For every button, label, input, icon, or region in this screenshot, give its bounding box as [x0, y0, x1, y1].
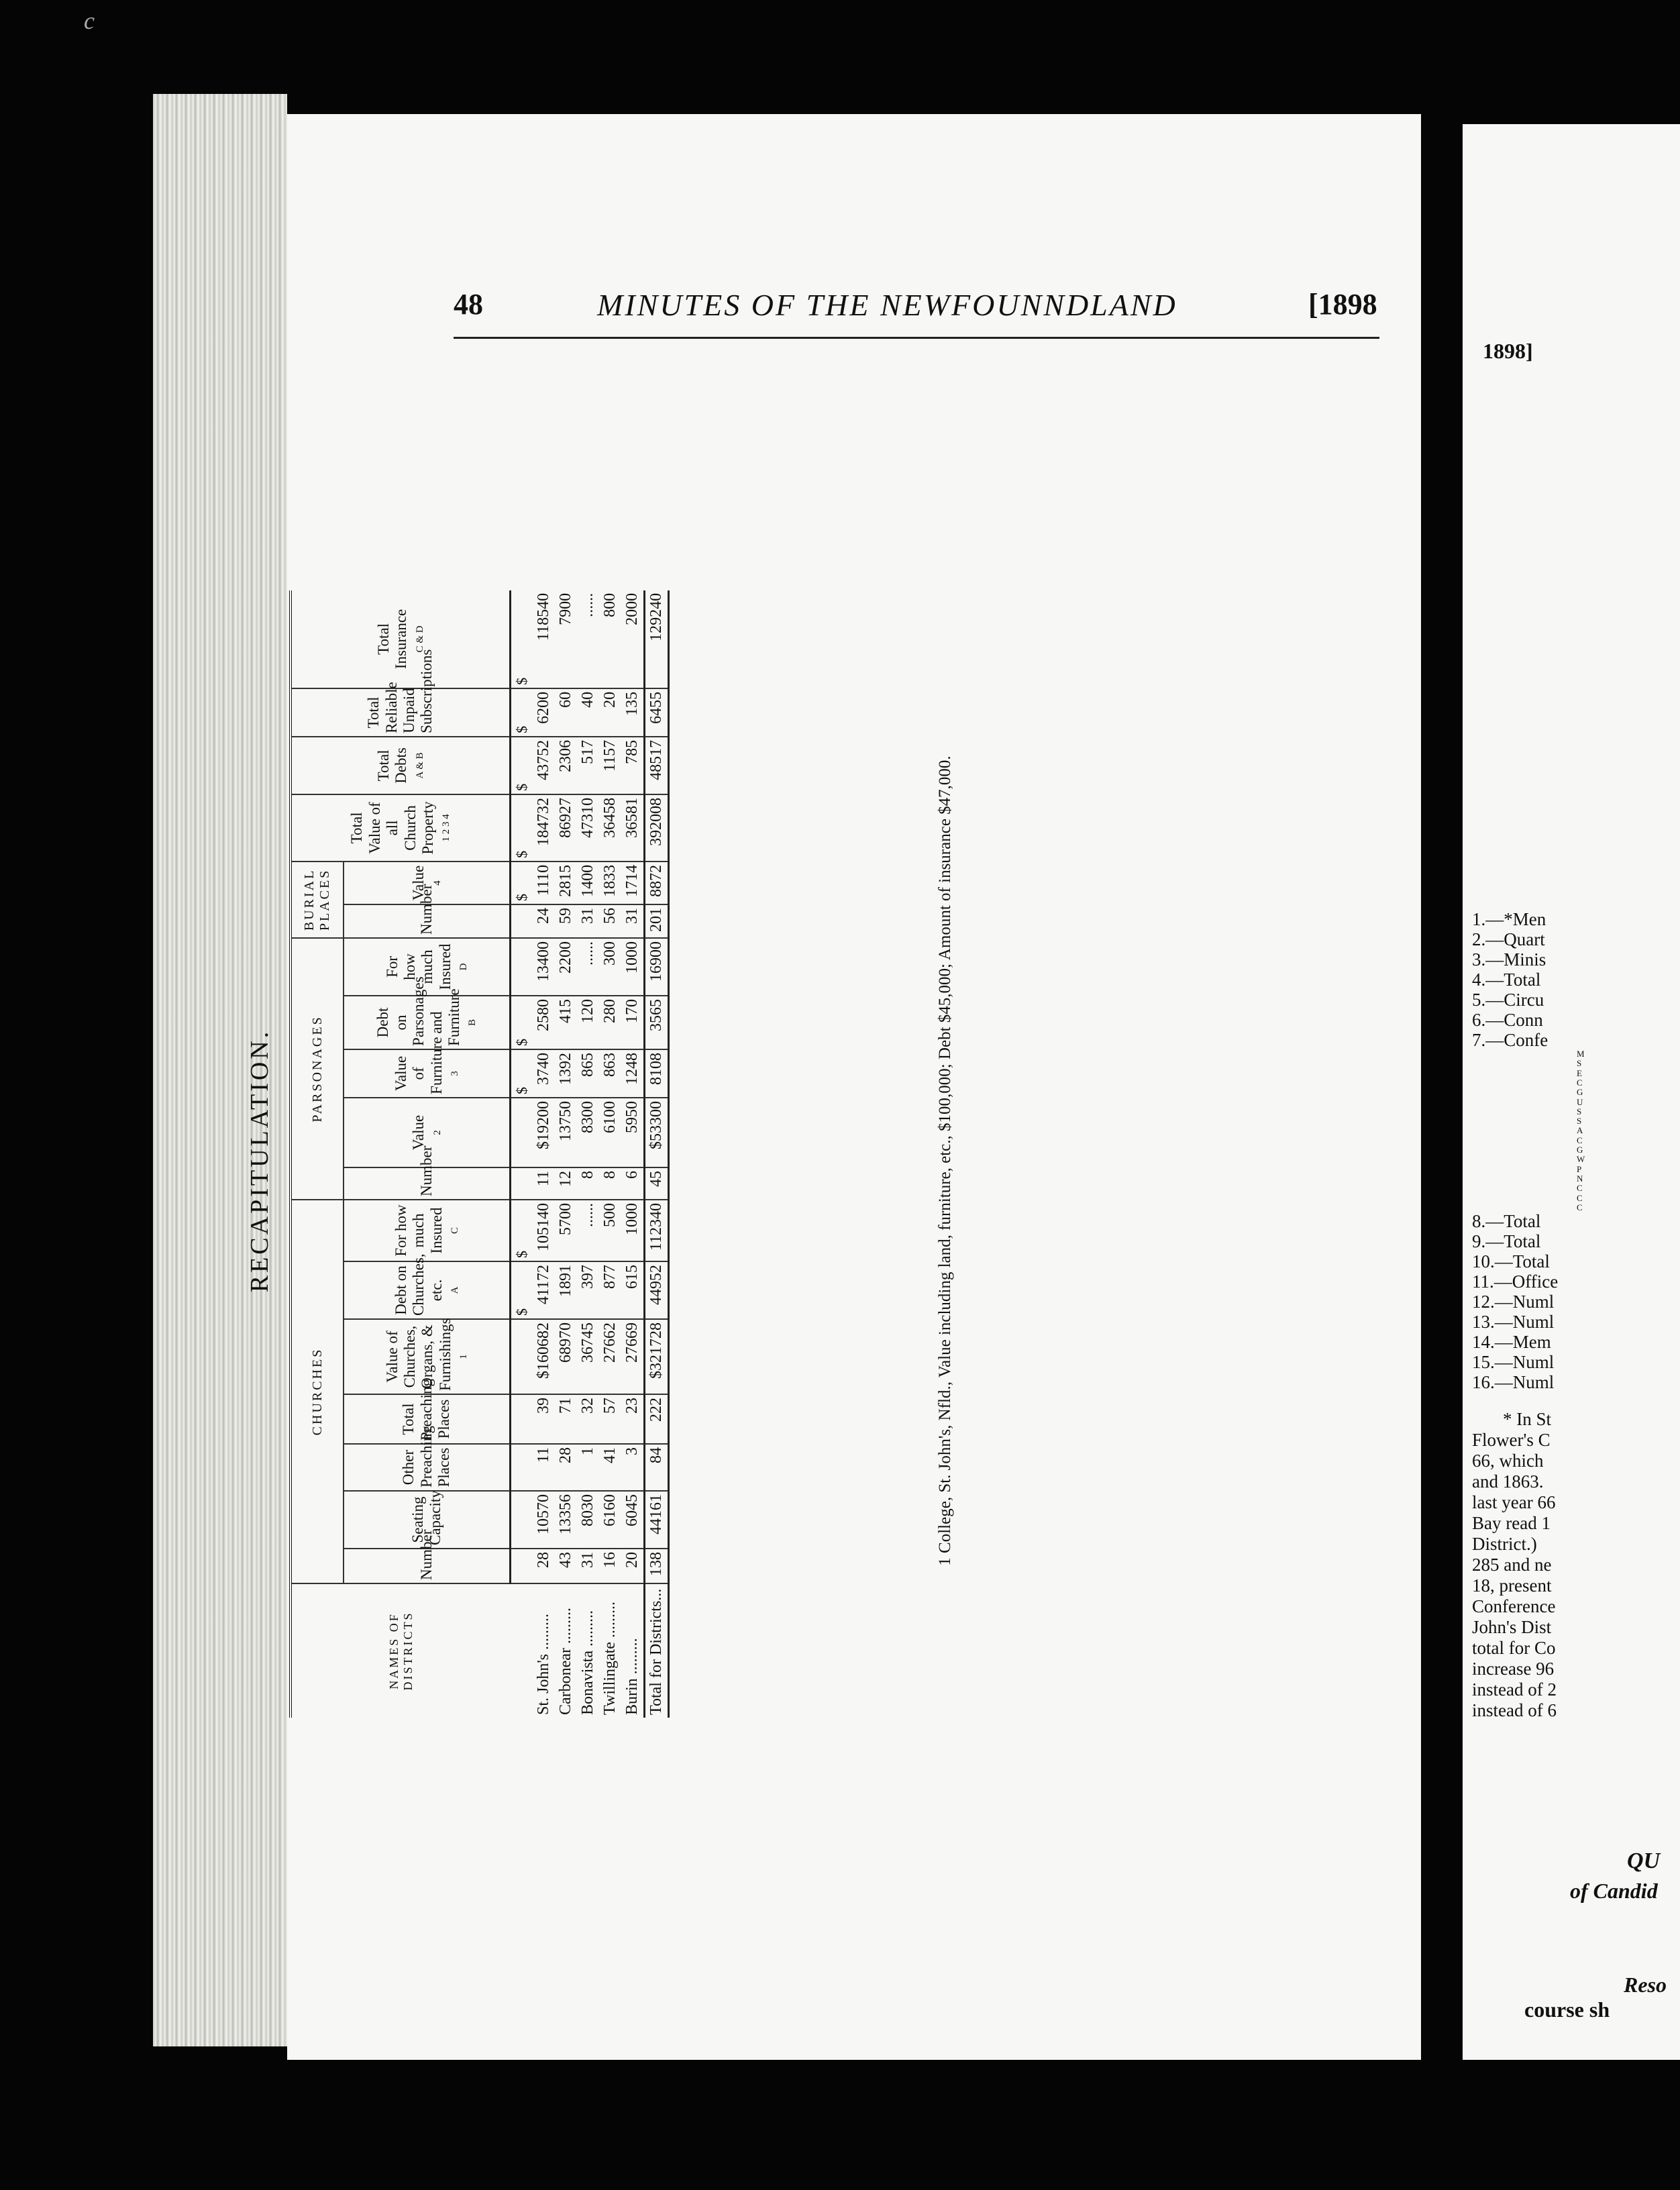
table-cell: 865 — [577, 1049, 599, 1098]
table-cell: 2200 — [555, 938, 577, 996]
insured-churches-header — [344, 1200, 511, 1261]
table-cell: 28 — [533, 1549, 555, 1583]
seating-capacity-header: Seating Capacity — [344, 1491, 511, 1549]
year-bracket: [1898 — [1308, 288, 1377, 321]
table-cell: 56 — [599, 904, 621, 938]
table-cell: 20 — [599, 688, 621, 737]
table-cell: 2580 — [533, 996, 555, 1049]
table-cell: 6045 — [621, 1491, 645, 1549]
table-cell: 23 — [621, 1394, 645, 1444]
table-cell: 7900 — [555, 590, 577, 688]
right-page-course: course sh — [1524, 1997, 1610, 2022]
table-cell: 43 — [555, 1549, 577, 1583]
district-name-cell: Twillingate ......... — [601, 1602, 619, 1715]
names-of-districts-header — [291, 1583, 511, 1718]
right-page-sub-item: A — [1577, 1125, 1583, 1136]
right-page-sub-item: C — [1577, 1183, 1583, 1194]
right-page-list-item: 6.—Conn — [1472, 1010, 1543, 1030]
table-cell: 24 — [533, 904, 555, 938]
debt-churches-label: Debt on Churches, etc. — [392, 1253, 445, 1316]
burial-value-header — [344, 862, 511, 904]
total-cell: 222 — [645, 1394, 669, 1444]
total-cell: 8108 — [645, 1049, 669, 1098]
table-row — [577, 590, 599, 1718]
church-number-header: Number — [344, 1549, 511, 1583]
table-cell: 13400 — [533, 938, 555, 996]
total-cell: 44952 — [645, 1261, 669, 1319]
table-cell: ...... — [577, 1200, 599, 1261]
total-cell: 84 — [645, 1444, 669, 1491]
right-page-list-item: 3.—Minis — [1472, 949, 1546, 970]
table-cell: 6200 — [533, 688, 555, 737]
right-page-paragraph-line: 66, which — [1472, 1451, 1544, 1471]
right-page-paragraph-line: Flower's C — [1472, 1430, 1551, 1450]
table-cell: 60 — [555, 688, 577, 737]
right-page-sub-item: C — [1577, 1192, 1583, 1203]
total-insurance-letter: C & D — [414, 625, 425, 653]
table-cell: 16 — [599, 1549, 621, 1583]
furniture-value-letter: 3 — [450, 1071, 461, 1076]
right-page-paragraph-line: John's Dist — [1472, 1617, 1552, 1637]
table-row — [599, 590, 621, 1718]
right-page-list-item: 13.—Numl — [1472, 1312, 1555, 1332]
burial-places-group-header: BURIAL PLACES — [291, 862, 344, 938]
right-page-paragraph-line: 285 and ne — [1472, 1555, 1552, 1575]
table-cell: 40 — [577, 688, 599, 737]
table-cell: 800 — [599, 590, 621, 688]
right-page-sub-item: E — [1577, 1067, 1582, 1078]
right-page-fragment — [1463, 124, 1680, 2060]
dollar-sign: $ — [511, 862, 533, 904]
right-page-paragraph-line: instead of 2 — [1472, 1679, 1557, 1700]
total-cell: 129240 — [645, 590, 669, 688]
right-page-sub-item: C — [1577, 1202, 1583, 1212]
right-page-list-item: 5.—Circu — [1472, 990, 1544, 1010]
total-cell: 48517 — [645, 737, 669, 794]
right-page-sub-item: G — [1577, 1145, 1583, 1155]
right-page-sub-item: S — [1577, 1116, 1582, 1127]
total-cell: 8872 — [645, 862, 669, 904]
total-row — [645, 590, 669, 1718]
table-cell: 8 — [577, 1167, 599, 1200]
churches-group-header: CHURCHES — [291, 1200, 344, 1583]
table-cell: 31 — [577, 1549, 599, 1583]
total-debts-letter: A & B — [414, 752, 425, 779]
table-cell: 170 — [621, 996, 645, 1049]
right-page-sub-item: N — [1577, 1173, 1583, 1184]
right-page-list-item: 15.—Numl — [1472, 1352, 1555, 1372]
table-cell: 13356 — [555, 1491, 577, 1549]
total-cell: 45 — [645, 1167, 669, 1200]
debt-churches-letter: A — [450, 1286, 461, 1294]
right-page-paragraph-line: * In St — [1503, 1409, 1552, 1429]
right-page-paragraph-line: total for Co — [1472, 1638, 1556, 1658]
total-debts-label: Total Debts — [374, 747, 410, 784]
debt-parsonages-label: Debt on Parsonages and Furniture — [374, 976, 463, 1046]
insured-churches-label: For how much Insured — [392, 1204, 445, 1257]
table-cell: 39 — [533, 1394, 555, 1444]
dollar-sign: $ — [511, 1261, 533, 1319]
right-page-list-item: 16.—Numl — [1472, 1372, 1555, 1392]
right-page-list-item: 8.—Total — [1472, 1211, 1541, 1231]
burial-number-header: Number — [344, 904, 511, 938]
table-cell: 397 — [577, 1261, 599, 1319]
right-page-paragraph-line: increase 96 — [1472, 1659, 1555, 1679]
table-cell: $160682 — [533, 1319, 555, 1394]
total-value-header — [291, 794, 511, 862]
table-cell: ...... — [577, 590, 599, 688]
table-cell: 8300 — [577, 1098, 599, 1167]
district-rows — [533, 590, 645, 1718]
header-rule — [454, 337, 1379, 339]
total-value-letter: 1 2 3 4 — [441, 814, 452, 842]
right-page-paragraph-line: Bay read 1 — [1472, 1513, 1551, 1533]
right-page-paragraph-line: Conference — [1472, 1596, 1556, 1616]
table-cell: 27662 — [599, 1319, 621, 1394]
table-cell: 31 — [621, 904, 645, 938]
table-cell: 1400 — [577, 862, 599, 904]
table-cell: 6 — [621, 1167, 645, 1200]
table-cell: 1714 — [621, 862, 645, 904]
total-cell: 112340 — [645, 1200, 669, 1261]
names-of-label: NAMES OF — [387, 1612, 401, 1689]
table-cell: 1392 — [555, 1049, 577, 1098]
total-cell: $321728 — [645, 1319, 669, 1394]
table-cell: 517 — [577, 737, 599, 794]
right-page-sub-item: S — [1577, 1058, 1582, 1069]
table-cell: 1 — [577, 1444, 599, 1491]
value-churches-header — [344, 1319, 511, 1394]
district-name-cell: Burin ......... — [623, 1638, 641, 1715]
districts-label: DISTRICTS — [401, 1611, 415, 1691]
right-page-paragraph-line: last year 66 — [1472, 1492, 1556, 1512]
dollar-sign: $ — [511, 996, 533, 1049]
table-cell: 280 — [599, 996, 621, 1049]
right-page-sub-item: G — [1577, 1087, 1583, 1098]
debt-parsonages-letter: B — [467, 1019, 478, 1026]
right-page-resolved: Reso — [1624, 1973, 1667, 1997]
table-cell: 36458 — [599, 794, 621, 862]
table-cell: 5950 — [621, 1098, 645, 1167]
right-page-list-item: 12.—Numl — [1472, 1292, 1555, 1312]
table-cell: 1248 — [621, 1049, 645, 1098]
right-page-paragraph-line: 18, present — [1472, 1575, 1552, 1596]
right-page-list-item: 9.—Total — [1472, 1231, 1541, 1251]
dollar-sign: $ — [511, 688, 533, 737]
dollar-sign: $ — [511, 737, 533, 794]
table-cell: 41172 — [533, 1261, 555, 1319]
table-cell: 11 — [533, 1444, 555, 1491]
right-page-sub-item: M — [1577, 1049, 1585, 1059]
total-label-cell: Total for Districts... — [645, 1583, 669, 1718]
right-page-list-item: 14.—Mem — [1472, 1332, 1551, 1352]
page-number: 48 — [454, 288, 483, 321]
table-cell: 27669 — [621, 1319, 645, 1394]
table-cell: 2000 — [621, 590, 645, 688]
total-cell: 201 — [645, 904, 669, 938]
table-cell: ...... — [577, 938, 599, 996]
right-page-sub-item: W — [1577, 1154, 1585, 1165]
debt-parsonages-header — [344, 976, 511, 1049]
table-cell: 118540 — [533, 590, 555, 688]
right-page-sub-item: S — [1577, 1106, 1582, 1116]
book-gutter — [1421, 114, 1463, 2060]
table-cell: 184732 — [533, 794, 555, 862]
total-cell: $53300 — [645, 1098, 669, 1167]
furniture-value-label: Value of Furniture — [392, 1037, 445, 1094]
table-cell: 105140 — [533, 1200, 555, 1261]
right-page-heading: QU — [1627, 1848, 1661, 1873]
table-cell: $19200 — [533, 1098, 555, 1167]
value-churches-letter: 1 — [458, 1354, 470, 1359]
table-cell: 135 — [621, 688, 645, 737]
burial-value-label: Value — [410, 865, 427, 901]
total-preaching-header: Total Preaching Places — [344, 1394, 511, 1444]
table-cell: 8 — [599, 1167, 621, 1200]
right-page-list-item: 2.—Quart — [1472, 929, 1545, 949]
other-preaching-header: Other Preaching Places — [344, 1444, 511, 1491]
district-name-cell: St. John's ......... — [535, 1613, 552, 1715]
dollar-sign: $ — [511, 794, 533, 862]
right-page-list-item: 1.—*Men — [1472, 909, 1546, 929]
table-cell: 57 — [599, 1394, 621, 1444]
debt-churches-header — [344, 1253, 511, 1319]
table-title: RECAPITULATION. — [246, 1029, 274, 1293]
burial-value-letter: 4 — [431, 880, 443, 886]
total-cell: 3565 — [645, 996, 669, 1049]
table-cell: 500 — [599, 1200, 621, 1261]
table-cell: 12 — [555, 1167, 577, 1200]
table-cell: 71 — [555, 1394, 577, 1444]
right-page-paragraph-line: and 1863. — [1472, 1471, 1544, 1492]
dollar-sign: $ — [511, 1200, 533, 1261]
district-name-cell: Bonavista ......... — [579, 1610, 596, 1715]
total-cell: 6455 — [645, 688, 669, 737]
value-churches-label: Value of Churches, Organs, & Furnishings — [383, 1318, 454, 1391]
table-cell: 31 — [577, 904, 599, 938]
table-cell: 1891 — [555, 1261, 577, 1319]
right-page-list-item: 11.—Office — [1472, 1271, 1559, 1292]
right-page-subheading: of Candid — [1570, 1879, 1658, 1903]
insured-parsonages-letter: D — [458, 963, 470, 971]
total-insurance-header — [291, 590, 511, 688]
table-cell: 877 — [599, 1261, 621, 1319]
table-cell: 59 — [555, 904, 577, 938]
right-page-paragraph-line: District.) — [1472, 1534, 1537, 1554]
right-page-list-item: 7.—Confe — [1472, 1030, 1548, 1050]
table-cell: 120 — [577, 996, 599, 1049]
table-cell: 6160 — [599, 1491, 621, 1549]
table-cell: 300 — [599, 938, 621, 996]
recapitulation-rotated — [245, 592, 963, 1718]
table-cell: 415 — [555, 996, 577, 1049]
table-cell: 615 — [621, 1261, 645, 1319]
dollar-sign-row — [511, 590, 533, 1718]
total-value-label: Total Value of all Church Property — [348, 801, 437, 855]
dollar-sign: $ — [511, 1049, 533, 1098]
parsonage-value-letter: 2 — [431, 1130, 443, 1135]
table-cell: 785 — [621, 737, 645, 794]
right-page-list-item: 4.—Total — [1472, 970, 1541, 990]
right-page-header: 1898] — [1483, 339, 1533, 363]
table-footnote: 1 College, St. John's, Nfld., Value including land, furniture, etc., $100,000; Debt $45,000; Amount of insurance $47,000. — [936, 755, 954, 1566]
table-cell: 2306 — [555, 737, 577, 794]
table-row — [555, 590, 577, 1718]
parsonage-number-header: Number — [344, 1167, 511, 1200]
table-cell: 5700 — [555, 1200, 577, 1261]
table-cell: 1157 — [599, 737, 621, 794]
recapitulation-table — [289, 590, 670, 1718]
table-cell: 1110 — [533, 862, 555, 904]
corner-mark: c — [84, 7, 95, 34]
table-cell: 43752 — [533, 737, 555, 794]
insured-parsonages-header — [344, 938, 511, 996]
right-page-sub-item: U — [1577, 1096, 1583, 1107]
table-cell: 32 — [577, 1394, 599, 1444]
table-cell: 20 — [621, 1549, 645, 1583]
table-cell: 36581 — [621, 794, 645, 862]
total-cell: 16900 — [645, 938, 669, 996]
total-cell: 392008 — [645, 794, 669, 862]
table-cell: 41 — [599, 1444, 621, 1491]
right-page-sub-item: C — [1577, 1135, 1583, 1145]
table-cell: 13750 — [555, 1098, 577, 1167]
furniture-value-header — [344, 1037, 511, 1098]
insured-parsonages-label: For how much Insured — [383, 943, 454, 990]
table-cell: 1000 — [621, 1200, 645, 1261]
unpaid-subscriptions-header: Total Reliable Unpaid Subscriptions — [291, 688, 511, 737]
parsonage-value-label: Value — [410, 1114, 427, 1151]
table-cell: 47310 — [577, 794, 599, 862]
table-cell: 6100 — [599, 1098, 621, 1167]
right-page-list-item: 10.—Total — [1472, 1251, 1550, 1271]
table-cell: 36745 — [577, 1319, 599, 1394]
district-name-cell: Carbonear ......... — [557, 1608, 574, 1715]
total-debts-header — [291, 737, 511, 794]
table-row — [533, 590, 555, 1718]
table-cell: 1000 — [621, 938, 645, 996]
running-title: MINUTES OF THE NEWFOUNNDLAND — [597, 288, 1177, 322]
table-cell: 10570 — [533, 1491, 555, 1549]
total-insurance-label: Total Insurance — [374, 609, 410, 670]
table-row — [621, 590, 645, 1718]
table-cell: 863 — [599, 1049, 621, 1098]
table-cell: 11 — [533, 1167, 555, 1200]
table-cell: 8030 — [577, 1491, 599, 1549]
total-cell: 138 — [645, 1549, 669, 1583]
table-cell: 86927 — [555, 794, 577, 862]
parsonages-group-header: PARSONAGES — [291, 938, 344, 1200]
table-cell: 1833 — [599, 862, 621, 904]
total-cell: 44161 — [645, 1491, 669, 1549]
dollar-sign: $ — [511, 590, 533, 688]
table-cell: 2815 — [555, 862, 577, 904]
table-cell: 3740 — [533, 1049, 555, 1098]
right-page-sub-item: P — [1577, 1163, 1582, 1174]
table-cell: 68970 — [555, 1319, 577, 1394]
table-cell: 3 — [621, 1444, 645, 1491]
insured-churches-letter: C — [450, 1227, 461, 1234]
right-page-sub-item: C — [1577, 1077, 1583, 1088]
right-page-paragraph-line: instead of 6 — [1472, 1700, 1557, 1720]
table-cell: 28 — [555, 1444, 577, 1491]
